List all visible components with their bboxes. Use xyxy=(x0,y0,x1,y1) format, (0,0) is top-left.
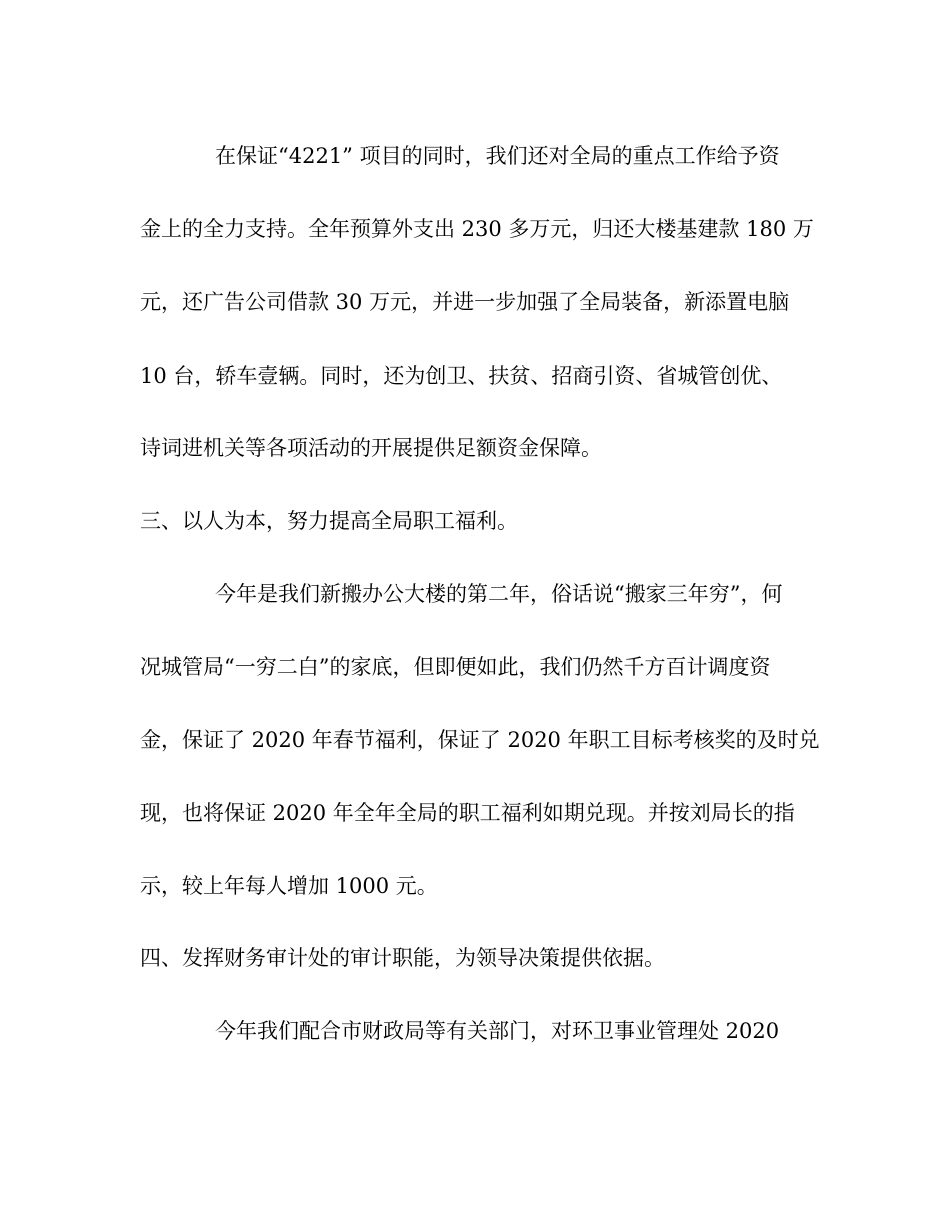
paragraph-line: 今年是我们新搬办公大楼的第二年，俗话说“搬家三年穷”，何 xyxy=(215,582,783,606)
paragraph-line: 今年我们配合市财政局等有关部门，对环卫事业管理处 2020 xyxy=(215,1019,780,1043)
paragraph-line: 现，也将保证 2020 年全年全局的职工福利如期兑现。并按刘局长的指 xyxy=(140,801,795,825)
paragraph-line: 在保证“4221” 项目的同时，我们还对全局的重点工作给予资 xyxy=(215,144,780,168)
paragraph-line: 10 台，轿车壹辆。同时，还为创卫、扶贫、招商引资、省城管创优、 xyxy=(140,364,783,388)
paragraph-line: 况城管局“一穷二白”的家底，但即便如此，我们仍然千方百计调度资 xyxy=(140,655,771,679)
paragraph-line: 金，保证了 2020 年春节福利，保证了 2020 年职工目标考核奖的及时兑 xyxy=(140,728,820,752)
paragraph-line: 金上的全力支持。全年预算外支出 230 多万元，归还大楼基建款 180 万 xyxy=(140,217,814,241)
paragraph-line: 元，还广告公司借款 30 万元，并进一步加强了全局装备，新添置电脑 xyxy=(140,290,790,314)
paragraph-line: 诗词进机关等各项活动的开展提供足额资金保障。 xyxy=(140,436,602,460)
section-heading: 四、发挥财务审计处的审计职能，为领导决策提供依据。 xyxy=(140,946,665,970)
section-heading: 三、以人为本，努力提高全局职工福利。 xyxy=(140,509,518,533)
paragraph-line: 示，较上年每人增加 1000 元。 xyxy=(140,874,438,898)
